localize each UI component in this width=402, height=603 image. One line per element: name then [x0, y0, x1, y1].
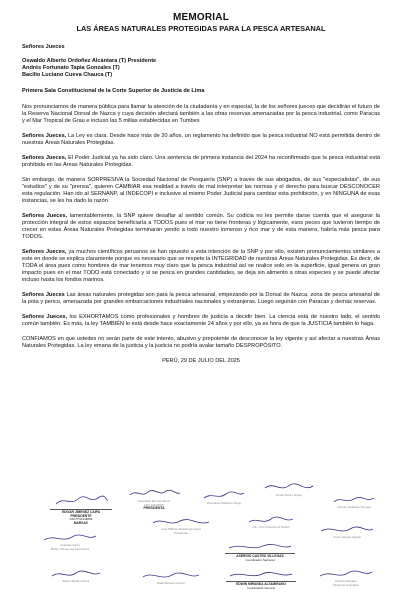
signer-name: ASERGIO CASTRO VILLEGAS — [236, 554, 284, 558]
signature-block — [316, 568, 376, 587]
signer-name: Eliseo Medina Roca — [62, 579, 90, 583]
paragraph-lead: Señores Jueces — [22, 292, 65, 298]
signer-org: MARSAC — [73, 520, 89, 525]
paragraph-text: Las áreas naturales protegidas son para la pesca artesanal, empezando por la Dorsal de Nazca, zona de pesca artesanal de la pota y perico, amenazada por grandes embarcaciones industriales nacionales y extranjeras. Luego seguirán con Paracas y demás reservas. — [22, 292, 380, 305]
signer-role: Presidente — [173, 530, 189, 535]
signature-block — [126, 486, 182, 511]
paragraph-text: El Poder Judicial ya ha sido claro. Una sentencia de primera instancia del 2024 ha reconfirmado que la pesca industrial está prohibida en las Áreas Naturales Protegidas. — [22, 155, 381, 168]
paragraph-lead: Señores Jueces, — [22, 155, 67, 161]
document-date: PERÚ, 29 DE JULIO DEL 2025 — [162, 358, 240, 364]
signer-name: Mario Ylacupoma Fernández — [50, 546, 90, 551]
paragraph — [22, 249, 380, 284]
signature-block — [200, 488, 248, 506]
paragraph-text: los EXHORTAMOS como profesionales y hombres de justicia a decidir bien. La ciencia está de nuestro lado, el sentido común también. Es más, la ley TAMBIÉN lo está desde hace exactamente 24 años y por ello, ya es hora de que la JUSTICIA también lo haga. — [22, 314, 380, 327]
paragraph-text: ya muchos científicos peruanos se han opuesto a esta intención de la SNP y por ello, existen pronunciamientos similares a este en donde se explica claramente porque es necesario que se respete la INTEGRIDAD de nuestras Áreas Naturales Protegidas. Es decir, de TODA el área pues como hombres de mar tenemos muy claro que la pesca industrial así se realice solo en la superficie, igual genera un gran impacto pues en el mar TODO está conectado y si se pesca en grandes cantidades, se deja sin alimento a otras especies y se puede afectar incluso hasta los fondos marinos. — [22, 249, 381, 283]
signer-name: Emilio Pérez Rugel — [276, 493, 302, 497]
signature-scribble — [225, 542, 295, 552]
signer-name: Anastasia Benites Marín — [137, 499, 171, 503]
signer-role: Dirigente Pescador — [333, 582, 359, 587]
paragraph-text: lamentablemente, la SNP quiere desafiar al sentido común. Su codicia no les permite darse cuenta que el asegurar la protección integral de estos espacios beneficiaría a TODOS pues el mar no tiene fronteras y lógicamente, esos peces que tuvieron tiempo de crecer en estas Áreas Naturales Protegidas terminarán yendo a todo nuestro inmenso y rico mar y de esta manera, habría más pesca para TODOS. — [22, 213, 381, 240]
paragraph-text: La Ley es clara. Desde hace más de 20 años, un reglamento ha definido que la pesca industrial NO está permitida dentro de nuestras Áreas Naturales Protegidas. — [22, 133, 380, 146]
paragraph: Sin embargo, de manera SORPRESIVA la Sociedad Nacional de Pesquería (SNP) a través de sus abogados, de sus "especialistas", de sus "estudios" y de su "prensa", quieren CAMBIAR esa realidad a través de mal interpretar las normas y el derecho para buscar DESCONOCER esta regulación. Han ido al SERNANP, al INDECOPI e inclusive al mismo Poder Judicial para cambiar esta prohibición, y en NINGUNA de esas instancias, se les ha dado la razón — [22, 177, 380, 204]
paragraph-lead: Señores Jueces, — [22, 314, 68, 320]
signature-block — [48, 568, 104, 584]
paragraph-lead: Señores Jueces, — [22, 213, 68, 219]
judge-name: Andrés Fortunato Tapia Gonzales (T) — [22, 65, 120, 71]
signer-role: Coordinador Nacional — [245, 557, 275, 562]
document-title: MEMORIAL — [172, 12, 230, 23]
document-subtitle: LAS ÁREAS NATURALES PROTEGIDAS PARA LA PESCA ARTESANAL — [76, 24, 326, 33]
signature-block — [225, 542, 295, 562]
signer-name: José Milliner Alzada Gonzales — [160, 527, 202, 531]
signer-name: Oscar Vargas Aguilar — [332, 535, 362, 539]
paragraph — [22, 292, 380, 306]
signature-block — [226, 570, 296, 590]
signature-block — [318, 524, 376, 540]
signature-block — [245, 514, 297, 530]
paragraph: CONFIAMOS en que ustedes no serán parte de este intento, abusivo y prepotente de desconocer la ley vigente y así afectar a nuestras Áreas Naturales Protegidas. La ley emana de la justicia y la justicia no podría avalar tamaño DESPROPÓSITO. — [22, 336, 380, 349]
paragraph-lead: Señores Jueces, — [22, 249, 67, 255]
signer-name: EDWIN MIRANDA ALTAMIRANO — [236, 582, 286, 586]
signatures-area — [0, 484, 402, 603]
signature-scribble — [262, 480, 316, 494]
signer-name: Dalia Mónica Gómez — [157, 581, 185, 585]
signer-name: Paulino Morales — [335, 579, 357, 583]
signature-scribble — [226, 570, 296, 580]
signature-scribble — [126, 486, 182, 500]
paragraph — [22, 213, 380, 241]
signer-dni: DNI 40328155 — [144, 502, 164, 507]
signer-role: PRESIDENTA — [143, 506, 165, 511]
court-name: Primera Sala Constitucional de la Corte Superior de Justicia de Lima — [22, 88, 205, 94]
signature-scribble — [200, 488, 248, 502]
signature-block — [50, 494, 112, 525]
signer-role: PRESIDENTE — [70, 513, 92, 518]
judges-list — [22, 58, 380, 79]
signature-block — [330, 494, 378, 510]
judge-name: Bacilio Luciano Cueva Chauca (T) — [22, 72, 113, 78]
signer-name: EDGAR JIMENEZ CAIPA — [61, 510, 101, 514]
signer-name: Vicente Alvarado Chunga — [337, 505, 371, 509]
paragraph: Nos pronunciamos de manera pública para llamar la atención de la ciudadanía y en especial, la de los señores jueces que decidirán el futuro de la Reserva Nacional Dorsal de Nazca y cuya decisión afectará también a las otras reservas amenazadas por la pesca industrial, como Paracas y el Mar Tropical de Grau e incluso las 5 millas establecidas en Tumbes — [22, 104, 380, 124]
signer-name: Aristides Parra — [60, 543, 80, 547]
signature-block — [150, 516, 212, 535]
paragraph-lead: Señores Jueces, — [22, 133, 67, 139]
signature-block — [40, 532, 100, 551]
signer-name: Jhonathan Balarezo Rugo — [206, 501, 242, 505]
paragraph — [22, 314, 380, 328]
judge-name: Oswaldo Alberto Ordoñez Alcántara (T) Presidente — [22, 58, 157, 64]
addressee-label: Señores Jueces — [22, 44, 65, 50]
signature-block — [140, 570, 202, 586]
signer-dni: DNI N°34449839 — [69, 517, 93, 522]
paragraph — [22, 155, 380, 169]
signer-name: AS - Con Omertimus Nuñez — [252, 525, 290, 529]
paragraph — [22, 133, 380, 147]
signature-scribble — [50, 494, 112, 508]
signature-block — [262, 480, 316, 498]
signer-role: Coordinador General — [246, 585, 276, 590]
